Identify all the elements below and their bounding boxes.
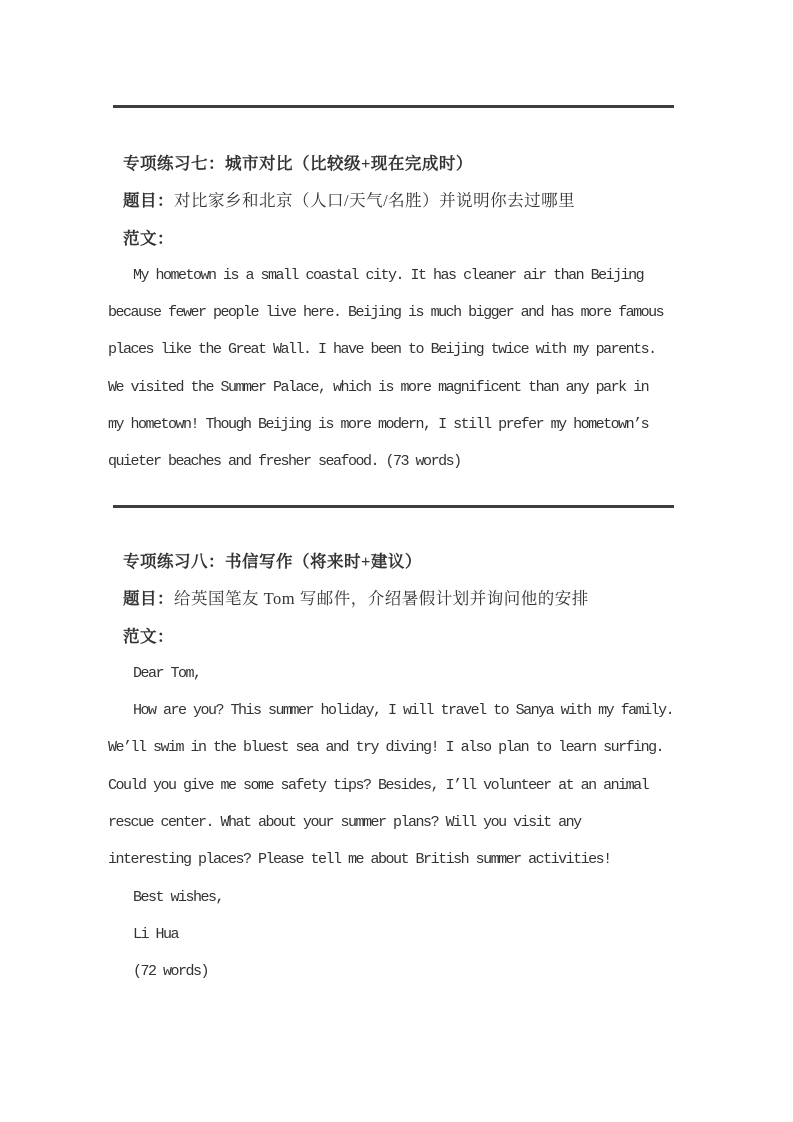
topic-label: 题目： [123,589,174,609]
topic-line [108,580,684,617]
letter-closing: Best wishes, [133,888,224,906]
word-count: (72 words) [133,963,209,981]
essay-line: We visited the Summer Palace, which is more magnificent than any park in [108,378,649,396]
letter-line: Could you give me some safety tips? Besides, I’ll volunteer at an animal [108,776,649,794]
letter-salutation: Dear Tom, [133,664,201,682]
topic-text: 对比家乡和北京（人口/天气/名胜）并说明你去过哪里 [174,191,576,211]
sample-label: 范文： [123,228,174,248]
essay-line: places like the Great Wall. I have been to Beijing twice with my parents. [108,341,656,359]
letter-line: We’ll swim in the bluest sea and try diving! I also plan to learn surfing. [108,739,664,757]
letter-line: interesting places? Please tell me about British summer activities! [108,851,611,869]
topic-text: 给英国笔友 Tom 写邮件，介绍暑假计划并询问他的安排 [174,589,589,609]
top-divider [113,105,674,108]
essay-line: because fewer people live here. Beijing is much bigger and has more famous [108,304,664,322]
essay-line: quieter beaches and fresher seafood. (73 words) [108,453,461,471]
section-title: 专项练习八：书信写作（将来时+建议） [123,552,422,571]
letter-line: How are you? This summer holiday, I will travel to Sanya with my family. [133,702,674,720]
section-title: 专项练习七：城市对比（比较级+现在完成时） [123,154,473,173]
section-divider [113,505,674,508]
letter-line: rescue center. What about your summer plans? Will you visit any [108,814,581,832]
sample-label: 范文： [123,626,174,646]
essay-line: my hometown! Though Beijing is more modern, I still prefer my hometown’s [108,416,649,434]
section-exercise-7 [108,145,684,481]
letter-signature: Li Hua [133,925,179,943]
topic-label: 题目： [123,191,174,211]
topic-line [108,182,684,219]
section-exercise-8 [108,543,684,991]
essay-line: My hometown is a small coastal city. It has cleaner air than Beijing [133,266,644,284]
